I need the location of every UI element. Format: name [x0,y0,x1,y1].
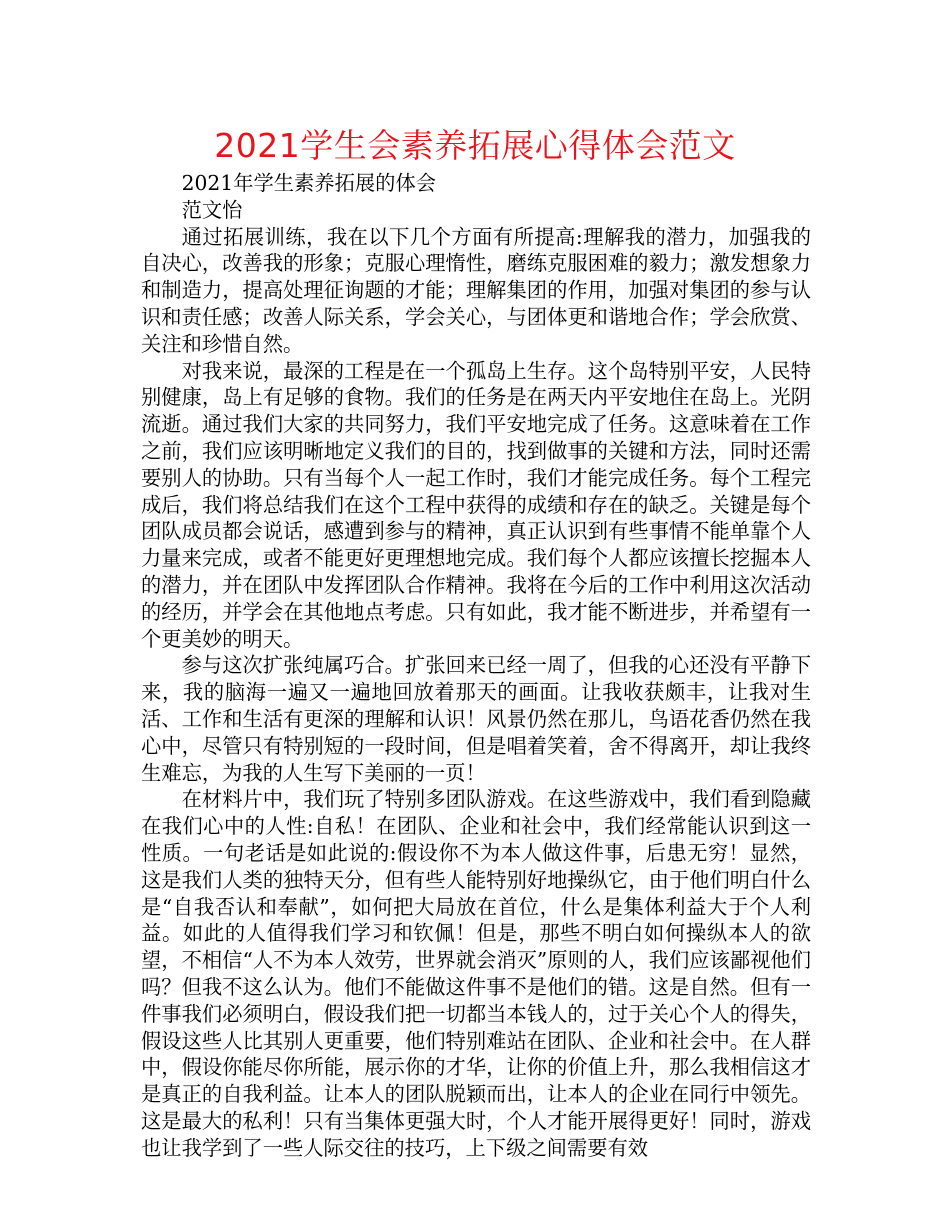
paragraph-1: 通过拓展训练，我在以下几个方面有所提高:理解我的潜力，加强我的自决心，改善我的形象；克服心理惰性，磨练克服困难的毅力；激发想象力和制造力，提高处理征询题的才能；理解集团的作用，加强对集团的参与认识和责任感；改善人际关系，学会关心，与团体更和谐地合作；学会欣赏、关注和珍惜自然。 [141,224,811,356]
paragraph-2: 对我来说，最深的工程是在一个孤岛上生存。这个岛特别平安，人民特别健康，岛上有足够的食物。我们的任务是在两天内平安地住在岛上。光阴流逝。通过我们大家的共同努力，我们平安地完成了任务。这意味着在工作之前，我们应该明晰地定义我们的目的，找到做事的关键和方法，同时还需要别人的协助。只有当每个人一起工作时，我们才能完成任务。每个工程完成后，我们将总结我们在这个工程中获得的成绩和存在的缺乏。关键是每个团队成员都会说话，感遭到参与的精神，真正认识到有些事情不能单靠个人力量来完成，或者不能更好更理想地完成。我们每个人都应该擅长挖掘本人的潜力，并在团队中发挥团队合作精神。我将在今后的工作中利用这次活动的经历，并学会在其他地点考虑。只有如此，我才能不断进步，并希望有一个更美妙的明天。 [141,358,811,651]
document-body [141,170,811,1161]
paragraph-3: 参与这次扩张纯属巧合。扩张回来已经一周了，但我的心还没有平静下来，我的脑海一遍又一遍地回放着那天的画面。让我收获颇丰，让我对生活、工作和生活有更深的理解和认识！风景仍然在那儿，鸟语花香仍然在我心中，尽管只有特别短的一段时间，但是唱着笑着，舍不得离开，却让我终生难忘，为我的人生写下美丽的一页！ [141,653,811,785]
document-author: 范文怡 [181,197,243,222]
paragraph-4: 在材料片中，我们玩了特别多团队游戏。在这些游戏中，我们看到隐藏在我们心中的人性:自私！在团队、企业和社会中，我们经常能认识到这一性质。一句老话是如此说的:假设你不为本人做这件事，后患无穷！显然，这是我们人类的独特天分，但有些人能特别好地操纵它，由于他们明白什么是“自我否认和奉献”，如何把大局放在首位，什么是集体利益大于个人利益。如此的人值得我们学习和钦佩！但是，那些不明白如何操纵本人的欲望，不相信“人不为本人效劳，世界就会消灭”原则的人，我们应该鄙视他们吗？但我不这么认为。他们不能做这件事不是他们的错。这是自然。但有一件事我们必须明白，假设我们把一切都当本钱人的，过于关心个人的得失，假设这些人比其别人更重要，他们特别难站在团队、企业和社会中。在人群中，假设你能尽你所能，展示你的才华，让你的价值上升，那么我相信这才是真正的自我利益。让本人的团队脱颖而出，让本人的企业在同行中领先。这是最大的私利！只有当集体更强大时，个人才能开展得更好！同时，游戏也让我学到了一些人际交往的技巧，上下级之间需要有效 [141,787,811,1160]
document-title: 2021学生会素养拓展心得体会范文 [214,126,736,165]
document-subtitle: 2021年学生素养拓展的体会 [181,171,437,195]
